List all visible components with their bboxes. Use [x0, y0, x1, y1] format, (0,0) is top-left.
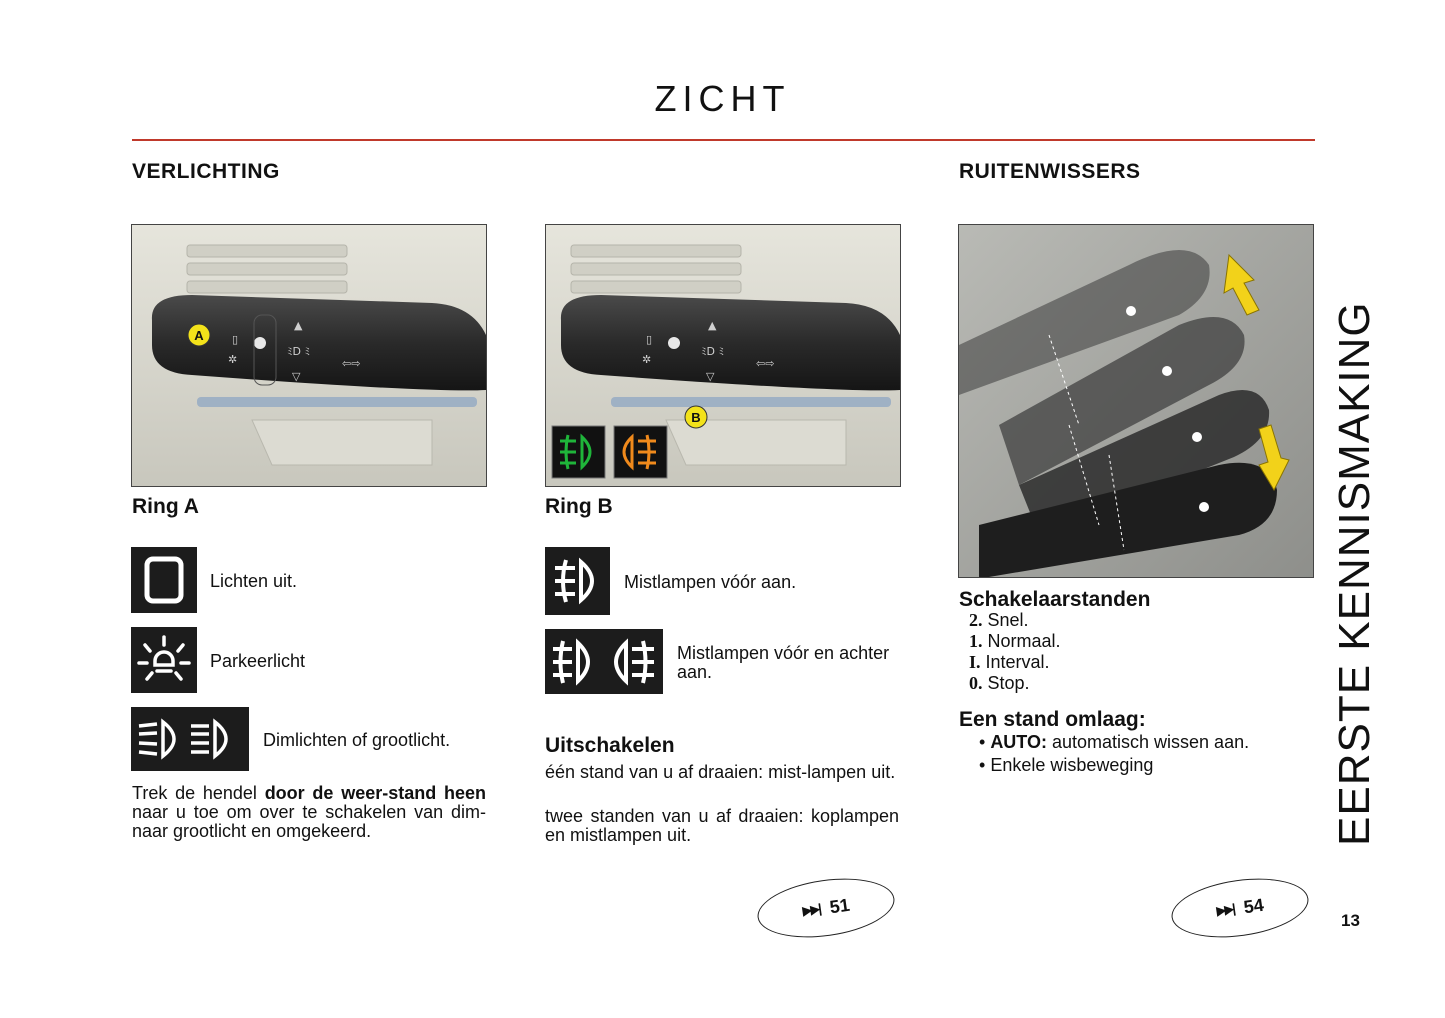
ring-a-text-bold: door de weer-stand heen — [264, 783, 486, 803]
wiper-position-interval — [969, 652, 1061, 673]
auto-text: automatisch wissen aan. — [1046, 732, 1250, 752]
lights-off-icon — [131, 547, 197, 613]
svg-text:B: B — [691, 410, 701, 425]
lighting-heading: VERLICHTING — [132, 160, 280, 183]
wiper-position-text: Interval. — [985, 652, 1050, 672]
wiper-position-text: Stop. — [987, 673, 1030, 693]
svg-text:✲: ✲ — [642, 353, 652, 366]
ring-a-text-part2: naar u toe om over te schakelen van dim- naar grootlicht en omgekeerd. — [132, 802, 486, 841]
svg-text:▲: ▲ — [708, 319, 717, 332]
switch-off-text-2: twee standen van u af draaien: koplampen en mistlampen uit. — [545, 806, 899, 845]
dipped-main-beam-label: Dimlichten of grootlicht. — [263, 730, 451, 750]
wiper-position-text: Normaal. — [987, 631, 1061, 651]
wiper-position-key: 2. — [969, 610, 983, 630]
page-ref-54[interactable] — [1168, 871, 1312, 946]
lights-off-label: Lichten uit. — [210, 571, 298, 591]
svg-text:▽: ▽ — [706, 370, 715, 383]
wiper-position-2 — [969, 610, 1061, 631]
ring-a-instruction — [132, 784, 486, 841]
page-ref-number: 51 — [828, 894, 851, 917]
stalk-illustration-a — [132, 225, 486, 486]
switch-off-heading: Uitschakelen — [545, 734, 675, 757]
auto-label: AUTO: — [990, 732, 1047, 752]
svg-text:▲: ▲ — [294, 319, 303, 332]
page-ref-51[interactable] — [754, 871, 898, 946]
stalk-illustration-b — [546, 225, 900, 486]
svg-text:⇦⇨: ⇦⇨ — [342, 357, 361, 370]
photo-ring-a — [131, 224, 487, 487]
svg-text:⇦⇨: ⇦⇨ — [756, 357, 775, 370]
switch-off-text-1: één stand van u af draaien: mist-lampen uit. — [545, 762, 896, 782]
svg-text:▯: ▯ — [646, 333, 653, 346]
wiper-position-key: 0. — [969, 673, 983, 693]
wiper-position-1 — [969, 631, 1061, 652]
wiper-position-key: I. — [969, 652, 981, 672]
forward-arrows-icon: ▶▶| — [1215, 900, 1235, 919]
front-fog-icon — [545, 547, 610, 615]
wiper-positions-list — [969, 610, 1061, 694]
ring-a-title: Ring A — [132, 495, 199, 518]
one-position-down-list — [979, 731, 1249, 777]
dipped-main-beam-icon — [131, 707, 249, 771]
single-wipe-item: • Enkele wisbeweging — [979, 755, 1154, 775]
wiper-stalk-illustration — [959, 225, 1313, 577]
auto-wipe-item: • AUTO: automatisch wissen aan. — [979, 732, 1250, 752]
svg-text:✲: ✲ — [228, 353, 238, 366]
wiper-positions-heading: Schakelaarstanden — [959, 588, 1151, 611]
parking-light-icon — [131, 627, 197, 693]
svg-text:▽: ▽ — [292, 370, 301, 383]
ring-a-text-part1: Trek de hendel — [132, 783, 265, 803]
wiper-position-0 — [969, 673, 1061, 694]
page-title: ZICHT — [654, 78, 791, 119]
svg-text:▯: ▯ — [232, 333, 239, 346]
front-rear-fog-icon — [545, 629, 663, 694]
page-ref-number: 54 — [1242, 894, 1265, 917]
ring-b-title: Ring B — [545, 495, 613, 518]
one-position-down-heading: Een stand omlaag: — [959, 708, 1146, 731]
title-divider — [132, 139, 1315, 141]
photo-wipers — [958, 224, 1314, 578]
side-chapter-tab: EERSTE KENNISMAKING — [1330, 301, 1379, 846]
parking-light-label: Parkeerlicht — [210, 651, 306, 671]
wipers-heading: RUITENWISSERS — [959, 160, 1141, 183]
front-fog-label: Mistlampen vóór aan. — [624, 572, 797, 592]
svg-text:A: A — [194, 328, 204, 343]
front-rear-fog-label: Mistlampen vóór en achter aan. — [677, 643, 890, 682]
photo-ring-b — [545, 224, 901, 487]
forward-arrows-icon: ▶▶| — [801, 900, 821, 919]
page-number: 13 — [1341, 911, 1360, 930]
svg-text:ﾐD ﾐ: ﾐD ﾐ — [701, 345, 724, 358]
single-wipe-text: Enkele wisbeweging — [990, 755, 1154, 775]
wiper-position-key: 1. — [969, 631, 983, 651]
svg-text:ﾐD ﾐ: ﾐD ﾐ — [287, 345, 310, 358]
wiper-position-text: Snel. — [987, 610, 1029, 630]
